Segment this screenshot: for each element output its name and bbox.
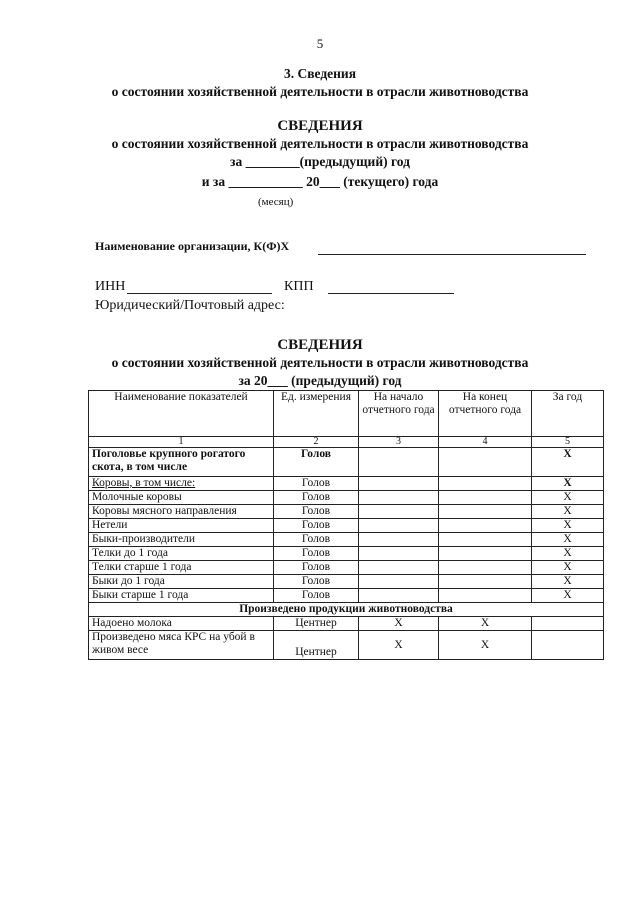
form-title: СВЕДЕНИЯ	[277, 118, 363, 134]
row-start-cell[interactable]	[359, 477, 439, 491]
row-name: Надоено молока	[89, 617, 274, 631]
production-section-header: Произведено продукции животноводства	[89, 603, 604, 617]
row-end-cell[interactable]	[439, 589, 532, 603]
row-name: Быки до 1 года	[89, 575, 274, 589]
row-unit: Голов	[274, 533, 359, 547]
inn-field[interactable]	[127, 293, 272, 294]
table-row	[89, 589, 604, 603]
kpp-field[interactable]	[328, 293, 454, 294]
table-subtitle: о состоянии хозяйственной деятельности в отрасли животноводства	[111, 355, 529, 370]
table-period: за 20___ (предыдущий) год	[238, 373, 402, 388]
current-year-line: и за ___________ 20___ (текущего) года	[201, 174, 439, 189]
row-unit: Центнер	[274, 617, 359, 631]
row-start-cell[interactable]	[359, 589, 439, 603]
row-start-cell[interactable]	[359, 575, 439, 589]
row-unit: Голов	[274, 561, 359, 575]
header-unit: Ед. измерения	[274, 391, 359, 437]
row-start-cell[interactable]	[359, 519, 439, 533]
section-title: 3. Сведения	[283, 66, 357, 81]
row-end-cell[interactable]	[439, 519, 532, 533]
row-start-cell[interactable]	[359, 561, 439, 575]
section-subtitle: о состоянии хозяйственной деятельности в отрасли животноводства	[111, 84, 529, 99]
row-end-cell[interactable]	[439, 505, 532, 519]
row-unit: Голов	[274, 589, 359, 603]
month-note: (месяц)	[258, 196, 294, 208]
table-title: СВЕДЕНИЯ	[277, 337, 363, 353]
table-row	[89, 547, 604, 561]
row-unit: Голов	[274, 547, 359, 561]
col-number: 3	[359, 437, 439, 448]
row-end-cell: X	[439, 631, 532, 660]
org-name-field[interactable]	[318, 254, 586, 255]
table-row	[89, 448, 604, 477]
header-end: На конец отчетного года	[439, 391, 532, 437]
header-year: За год	[532, 391, 604, 437]
row-name: Нетели	[89, 519, 274, 533]
table-row	[89, 631, 604, 660]
previous-year-line: за ________(предыдущий) год	[230, 154, 410, 169]
livestock-table	[88, 390, 604, 660]
row-unit: Голов	[274, 505, 359, 519]
row-year-cell: X	[532, 589, 604, 603]
row-year-cell: X	[532, 448, 604, 477]
header-start: На начало отчетного года	[359, 391, 439, 437]
row-unit: Центнер	[274, 631, 359, 660]
row-name: Поголовье крупного рогатого скота, в том числе	[89, 448, 274, 477]
address-label: Юридический/Почтовый адрес:	[95, 298, 285, 313]
row-name: Молочные коровы	[89, 491, 274, 505]
table-row	[89, 477, 604, 491]
row-unit: Голов	[274, 519, 359, 533]
row-unit: Голов	[274, 477, 359, 491]
table-row	[89, 491, 604, 505]
row-name: Телки до 1 года	[89, 547, 274, 561]
col-number: 4	[439, 437, 532, 448]
row-start-cell[interactable]	[359, 448, 439, 477]
header-indicator: Наименование показателей	[89, 391, 274, 437]
row-end-cell[interactable]	[439, 477, 532, 491]
row-name: Быки старше 1 года	[89, 589, 274, 603]
row-year-cell: X	[532, 477, 604, 491]
row-start-cell[interactable]	[359, 505, 439, 519]
row-unit: Голов	[274, 491, 359, 505]
form-subtitle: о состоянии хозяйственной деятельности в отрасли животноводства	[111, 136, 529, 151]
table-row	[89, 519, 604, 533]
row-start-cell[interactable]	[359, 547, 439, 561]
row-end-cell: X	[439, 617, 532, 631]
org-name-label: Наименование организации, К(Ф)Х	[95, 239, 290, 253]
row-year-cell: X	[532, 505, 604, 519]
kpp-label: КПП	[284, 279, 314, 294]
row-end-cell[interactable]	[439, 575, 532, 589]
col-number: 5	[532, 437, 604, 448]
table-row	[89, 617, 604, 631]
row-year-cell[interactable]	[532, 631, 604, 660]
row-year-cell: X	[532, 491, 604, 505]
row-end-cell[interactable]	[439, 561, 532, 575]
row-start-cell[interactable]	[359, 491, 439, 505]
row-year-cell: X	[532, 547, 604, 561]
row-year-cell: X	[532, 519, 604, 533]
row-name: Телки старше 1 года	[89, 561, 274, 575]
table-row	[89, 561, 604, 575]
row-name: Произведено мяса КРС на убой в живом весе	[89, 631, 274, 660]
row-start-cell: X	[359, 631, 439, 660]
row-year-cell: X	[532, 575, 604, 589]
row-name: Коровы, в том числе:	[89, 477, 274, 491]
row-name: Коровы мясного направления	[89, 505, 274, 519]
row-end-cell[interactable]	[439, 491, 532, 505]
row-start-cell[interactable]	[359, 533, 439, 547]
table-row	[89, 575, 604, 589]
table-row	[89, 505, 604, 519]
row-end-cell[interactable]	[439, 547, 532, 561]
row-year-cell: X	[532, 561, 604, 575]
row-end-cell[interactable]	[439, 533, 532, 547]
table-row	[89, 533, 604, 547]
row-start-cell: X	[359, 617, 439, 631]
row-end-cell[interactable]	[439, 448, 532, 477]
row-unit: Голов	[274, 448, 359, 477]
row-year-cell[interactable]	[532, 617, 604, 631]
row-year-cell: X	[532, 533, 604, 547]
row-unit: Голов	[274, 575, 359, 589]
page-number: 5	[316, 36, 324, 51]
col-number: 2	[274, 437, 359, 448]
row-name: Быки-производители	[89, 533, 274, 547]
inn-label: ИНН	[95, 279, 126, 294]
col-number: 1	[89, 437, 274, 448]
